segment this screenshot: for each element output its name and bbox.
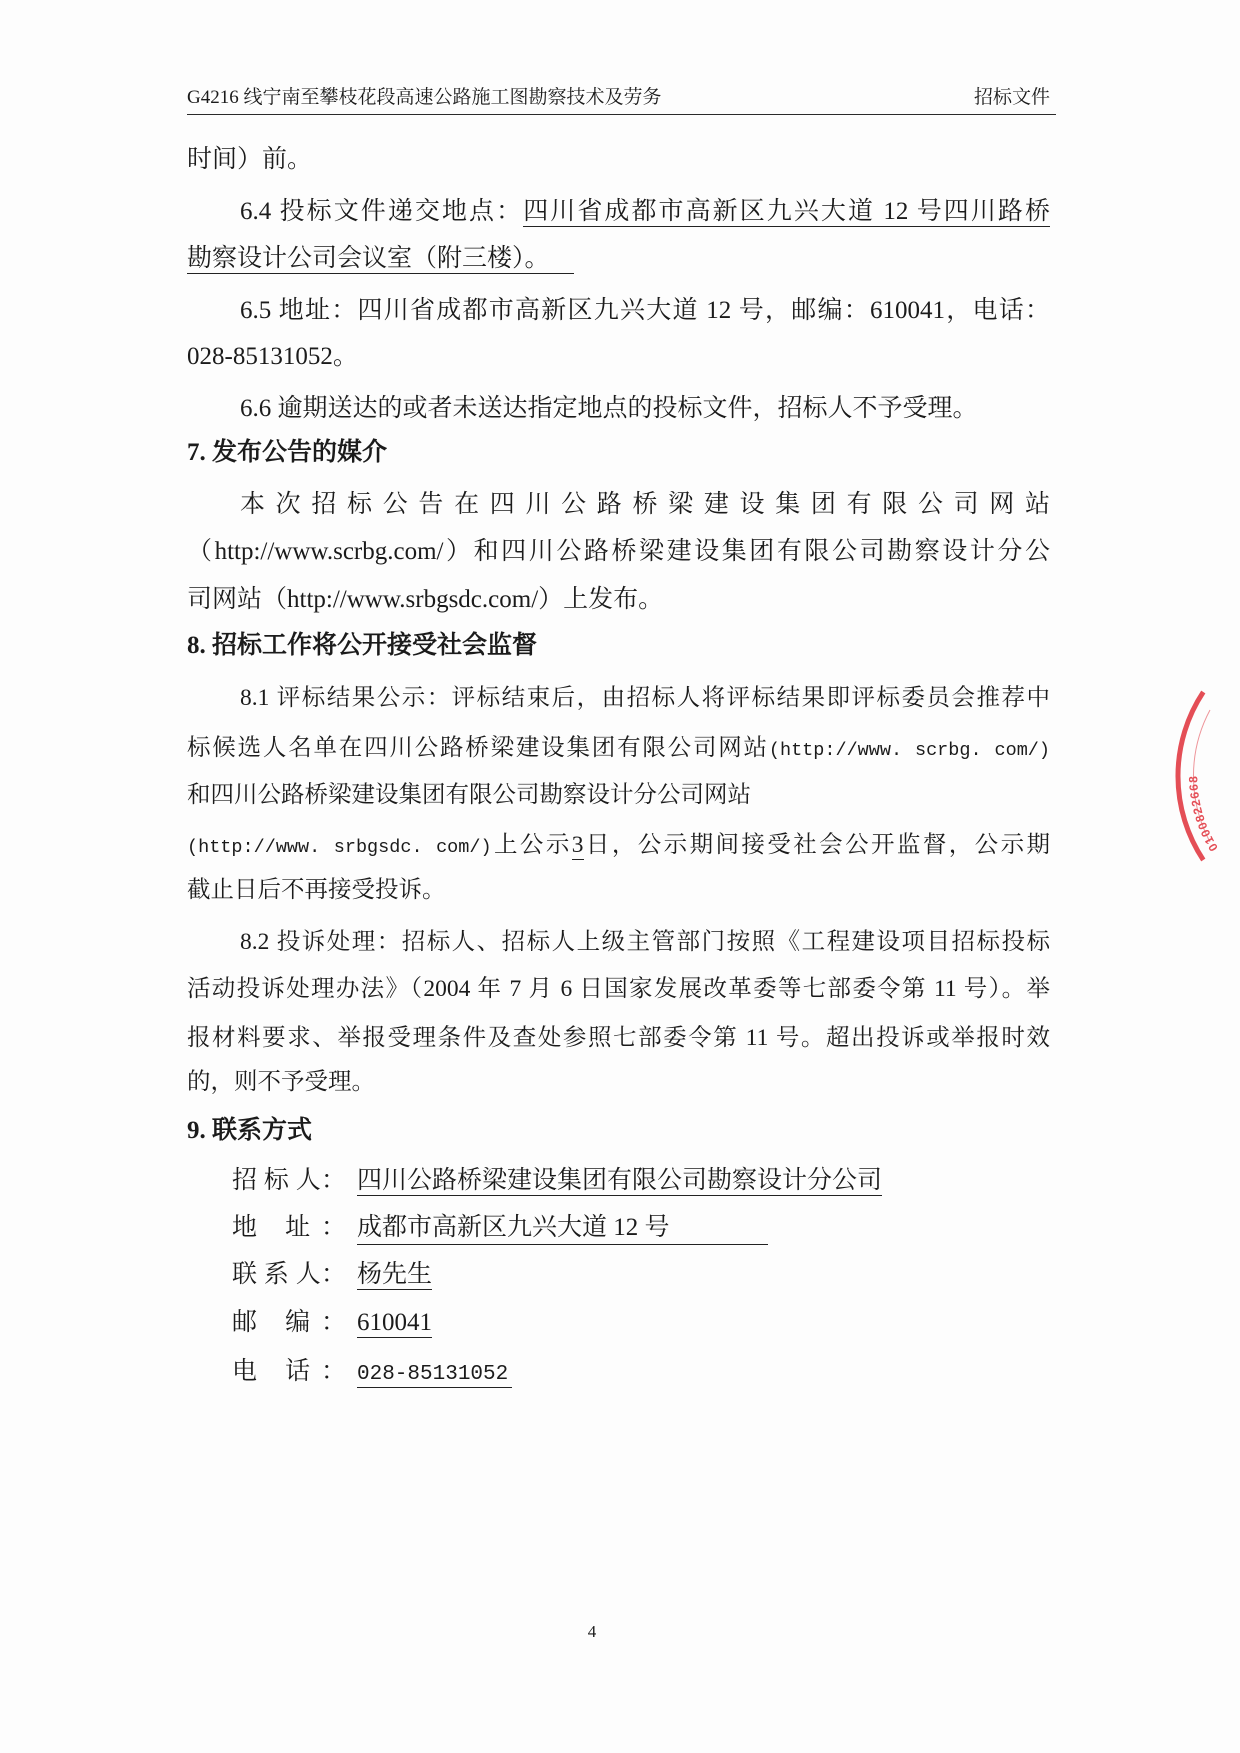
clause-6-4-line-1 bbox=[240, 194, 1050, 230]
contact-label-person: 联 系 人： bbox=[232, 1261, 346, 1288]
clause-8-2-line-2: 活动投诉处理办法》（2004 年 7 月 6 日国家发展改革委等七部委令第 11 号）。举 bbox=[187, 976, 1050, 1002]
page-number: 4 bbox=[587, 1622, 597, 1641]
clause-8-1-line-4 bbox=[187, 827, 1050, 863]
header-title: G4216 线宁南至攀枝花段高速公路施工图勘察技术及劳务 bbox=[187, 87, 662, 108]
website-url-srbgsdc: (http://www. srbgsdc. com/) bbox=[187, 837, 492, 858]
header-divider bbox=[187, 114, 1056, 115]
contact-value-tenderer bbox=[357, 1163, 882, 1199]
section-8-heading: 8. 招标工作将公开接受社会监督 bbox=[187, 632, 538, 659]
clause-6-6: 6.6 逾期送达的或者未送达指定地点的投标文件，招标人不予受理。 bbox=[240, 395, 978, 422]
phone-value: 028-85131052 bbox=[357, 1363, 512, 1388]
clause-8-1-line-2 bbox=[187, 730, 1050, 766]
clause-8-2-line-3: 报材料要求、举报受理条件及查处参照七部委令第 11 号。超出投诉或举报时效 bbox=[187, 1025, 1050, 1051]
seal-number-path: 0100822668 bbox=[1186, 775, 1221, 854]
clause-6-4-label: 6.4 投标文件递交地点： bbox=[240, 198, 524, 225]
section-7-line-1: 本次招标公告在四川公路桥梁建设集团有限公司网站 bbox=[240, 491, 1050, 518]
publicity-days: 3 bbox=[571, 832, 584, 858]
section-9-heading: 9. 联系方式 bbox=[187, 1117, 313, 1144]
clause-8-1-line-2-text: 标候选人名单在四川公路桥梁建设集团有限公司网站 bbox=[187, 735, 769, 761]
tenderer-name: 四川公路桥梁建设集团有限公司勘察设计分公司 bbox=[357, 1167, 883, 1194]
contact-person: 杨先生 bbox=[357, 1261, 433, 1288]
clause-8-1-line-5: 截止日后不再接受投诉。 bbox=[187, 877, 446, 903]
clause-8-1-line-3: 和四川公路桥梁建设集团有限公司勘察设计分公司网站 bbox=[187, 782, 751, 808]
clause-6-5-line-2: 028-85131052。 bbox=[187, 343, 358, 370]
contact-label-tenderer: 招 标 人： bbox=[232, 1167, 346, 1194]
section-7-heading: 7. 发布公告的媒介 bbox=[187, 439, 388, 466]
clause-8-2-line-4: 的，则不予受理。 bbox=[187, 1069, 375, 1095]
section-7-line-2: （http://www.scrbg.com/）和四川公路桥梁建设集团有限公司勘察设计分公 bbox=[187, 538, 1050, 565]
paragraph-line: 时间）前。 bbox=[187, 146, 313, 173]
contact-label-address: 地 址： bbox=[232, 1214, 346, 1241]
publicity-prefix: 上公示 bbox=[491, 832, 572, 858]
address-value: 成都市高新区九兴大道 12 号 bbox=[357, 1213, 768, 1245]
clause-8-2-line-1: 8.2 投诉处理：招标人、招标人上级主管部门按照《工程建设项目招标投标 bbox=[240, 929, 1050, 955]
clause-6-5-line-1: 6.5 地址：四川省成都市高新区九兴大道 12 号，邮编：610041，电话： bbox=[240, 297, 1050, 324]
submission-place-part-1: 四川省成都市高新区九兴大道 12 号四川路桥 bbox=[523, 198, 1050, 225]
contact-value-phone bbox=[357, 1354, 512, 1390]
clause-6-4-line-2 bbox=[187, 241, 574, 277]
contact-value-person bbox=[357, 1257, 432, 1293]
contact-label-phone: 电 话： bbox=[232, 1358, 346, 1385]
postcode-value: 610041 bbox=[357, 1309, 432, 1336]
seal-stamp bbox=[1160, 680, 1240, 870]
section-7-line-3: 司网站（http://www.srbgsdc.com/）上发布。 bbox=[187, 586, 664, 613]
publicity-suffix: 日，公示期间接受社会公开监督，公示期 bbox=[583, 832, 1051, 858]
contact-value-address bbox=[357, 1210, 768, 1246]
header-doc-type: 招标文件 bbox=[973, 87, 1050, 108]
clause-8-1-line-1: 8.1 评标结果公示：评标结束后，由招标人将评标结果即评标委员会推荐中 bbox=[240, 685, 1050, 711]
submission-place-part-2: 勘察设计公司会议室（附三楼）。 bbox=[187, 245, 574, 274]
contact-value-postcode bbox=[357, 1305, 432, 1341]
contact-label-postcode: 邮 编： bbox=[232, 1309, 346, 1336]
website-url-scrbg: (http://www. scrbg. com/) bbox=[768, 740, 1051, 761]
